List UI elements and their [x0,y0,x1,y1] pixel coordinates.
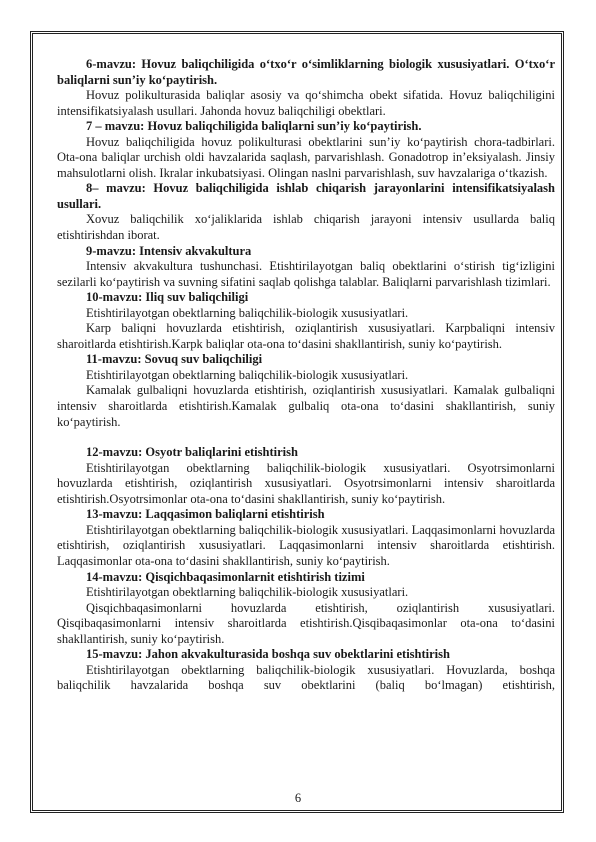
topic-15-text: Etishtirilayotgan obektlarning baliqchilik-biologik xususiyatlari. Hovuzlarda, boshqa baliqchilik havzalarida boshqa suv obektlarini (baliq bo‘lmagan) etishtirish, [57,662,555,693]
topic-10-heading: 10-mavzu: Iliq suv baliqchiligi [86,290,249,305]
topic-13-text: Etishtirilayotgan obektlarning baliqchilik-biologik xususiyatlari. Laqqasimonlarni hovuzlarda etishtirish, oziqlantirish xususiyatlari. Laqqasimonlarni intensiv sharoitlarda etishtirish. Laqqasimonlar ota-ona to‘dasini shakllantirish, suniy ko‘paytirish. [57,522,555,568]
topic-12-heading: 12-mavzu: Osyotr baliqlarini etishtirish [86,445,298,460]
topic-14-text-1: Etishtirilayotgan obektlarning baliqchilik-biologik xususiyatlari. [86,585,409,600]
topic-9-text: Intensiv akvakultura tushunchasi. Etishtirilayotgan baliq obektlarini o‘stirish tig‘izligini sezilarli ko‘paytirish va suvning sifatini saqlab qolishga talablar. Baliqlarni parvarishlash tizimlari. [57,259,555,289]
page-number: 6 [294,791,302,805]
topic-6-text: Hovuz polikulturasida baliqlar asosiy va qo‘shimcha obekt sifatida. Hovuz baliqchiligini intensifikatsiyalash usullari. Jahonda hovuz baliqchiligi obektlari. [57,88,555,118]
topic-9-heading: 9-mavzu: Intensiv akvakultura [86,243,252,258]
topic-10-text-1: Etishtirilayotgan obektlarning baliqchilik-biologik xususiyatlari. [86,305,409,320]
topic-11-heading: 11-mavzu: Sovuq suv baliqchiligi [86,352,263,367]
topic-6-heading: 6-mavzu: Hovuz baliqchiligida o‘txo‘r o‘simliklarning biologik xususiyatlari. O‘txo‘r baliqlarni sun’iy ko‘paytirish. [57,57,555,87]
topic-14-heading: 14-mavzu: Qisqichbaqasimonlarnit etishtirish tizimi [86,569,365,584]
topic-14-text-2: Qisqichbaqasimonlarni hovuzlarda etishtirish, oziqlantirish xususiyatlari. Qisqibaqasimonlarni intensiv sharoitlarda etishtirish.Qisqibaqasimonlar ota-ona to‘dasini shakllantirish, suniy ko‘paytirish. [57,600,555,646]
topic-10-text-2: Karp baliqni hovuzlarda etishtirish, oziqlantirish xususiyatlari. Karpbaliqni intensiv sharoitlarda etishtirish.Karpk baliqlar ota-ona to‘dasini shakllantirish, suniy ko‘paytirish. [57,321,555,351]
topic-7-heading: 7 – mavzu: Hovuz baliqchiligida baliqlarni sun’iy ko‘paytirish. [86,119,422,134]
topic-8-text: Xovuz baliqchilik xo‘jaliklarida ishlab chiqarish jarayoni intensiv usullarda baliq etishtirishdan iborat. [57,212,555,243]
topic-12-text: Etishtirilayotgan obektlarning baliqchilik-biologik xususiyatlari. Osyotrsimonlarni hovuzlarda etishtirish, oziqlantirish xususiyatlari. Osyotrsimonlarni intensiv sharoitlarda etishtirish.Osyotrsimonlar ota-ona to‘dasini shakllantirish, suniy ko‘paytirish. [57,460,555,506]
document-body [57,57,555,694]
topic-15-heading: 15-mavzu: Jahon akvakulturasida boshqa suv obektlarini etishtirish [86,647,450,662]
topic-8-heading: 8– mavzu: Hovuz baliqchiligida ishlab chiqarish jarayonlarini intensifikatsiyalash usullari. [57,181,555,211]
topic-7-text: Hovuz baliqchiligida hovuz polikulturasi obektlarini sun’iy ko‘paytirish chora-tadbirlari. Ota-ona baliqlar urchish oldi havzalarida saqlash, parvarishlash. Gonadotrop in’eksiyalash. Jinsiy mahsulotlarni olish. Ikralar inkubatsiyasi. Olingan naslni parvarishlash, suv havzalariga o‘tkazish. [57,134,555,180]
topic-11-text-2: Kamalak gulbaliqni hovuzlarda etishtirish, oziqlantirish xususiyatlari. Kamalak gulbaliqni intensiv sharoitlarda etishtirish.Kamalak gulbaliq ota-ona to‘dasini shakllantirish, suniy ko‘paytirish. [57,383,555,429]
topic-13-heading: 13-mavzu: Laqqasimon baliqlarni etishtirish [86,507,325,522]
topic-11-text-1: Etishtirilayotgan obektlarning baliqchilik-biologik xususiyatlari. [86,367,409,382]
